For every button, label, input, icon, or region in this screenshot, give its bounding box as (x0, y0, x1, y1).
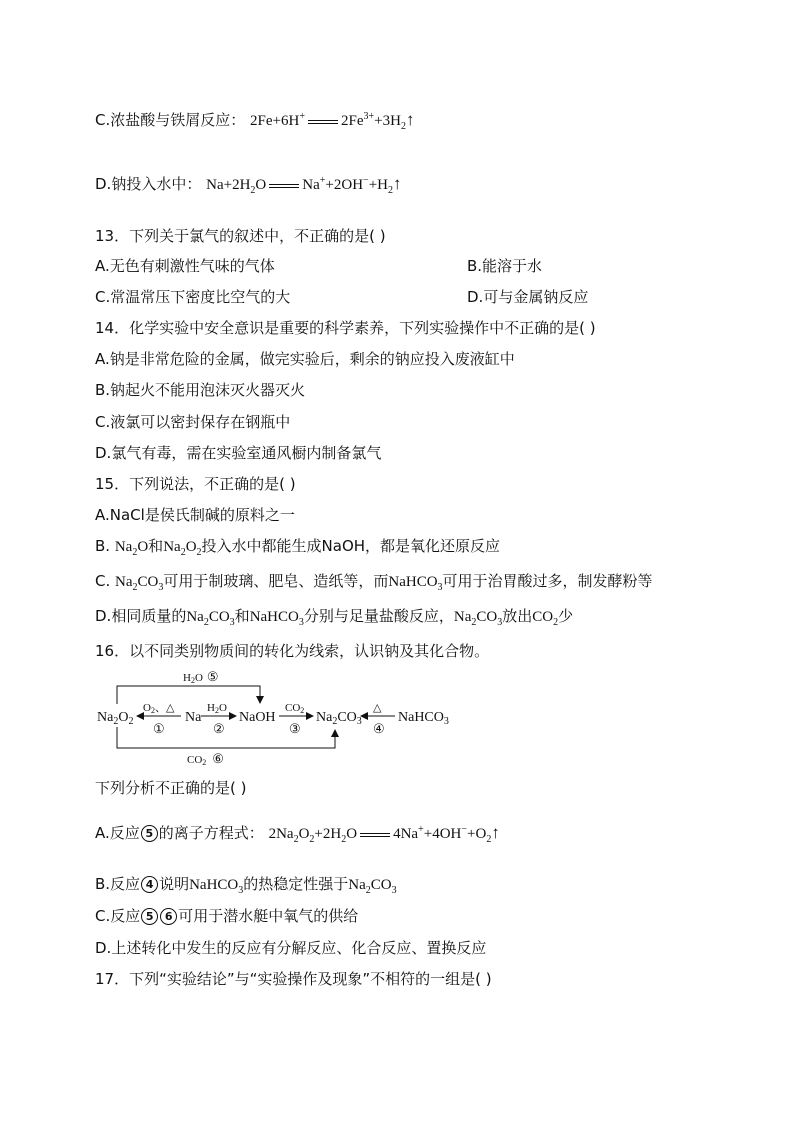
step-4: ④ (373, 721, 385, 736)
equals-sign (308, 120, 338, 124)
equals-sign (269, 184, 299, 188)
arrow-6 (117, 727, 335, 748)
q15-option-b: B. $Na_2O$和$Na_2O_2$投入水中都能生成NaOH，都是氧化还原反应 (95, 537, 501, 558)
q13-option-b: B.能溶于水 (467, 257, 543, 275)
q12-option-c (95, 110, 414, 131)
q13-options-row2 (95, 287, 589, 307)
option-label: D.钠投入水中： (95, 175, 202, 193)
q13-options-row1 (95, 256, 543, 276)
compound-na2co3: $Na_2CO_3$ (316, 710, 362, 727)
q13-option-a: A.无色有刺激性气味的气体 (95, 257, 275, 275)
label-h2o-5: H2O ⑤ (183, 669, 219, 685)
q16-ask: 下列分析不正确的是( ) (95, 779, 247, 797)
conversion-diagram (95, 668, 475, 770)
q13-option-c: C.常温常压下密度比空气的大 (95, 288, 291, 306)
label-h2o: H2O (207, 702, 227, 715)
compound-naoh: NaOH (239, 710, 276, 725)
step-1: ① (153, 721, 165, 736)
q15-option-c: C. $Na_2CO_3$可用于制玻璃、肥皂、造纸等，而NaHCO$_3$可用于治胃酸过多，制发酵粉等 (95, 572, 653, 593)
equation-d: $Na+2H_2O$ $Na^++2OH^-+H_2↑$ (206, 174, 402, 196)
q16-stem: 16．以不同类别物质间的转化为线索，认识钠及其化合物。 (95, 642, 490, 660)
q14-stem: 14．化学实验中安全意识是重要的科学素养，下列实验操作中不正确的是( ) (95, 319, 596, 337)
q13-option-d: D.可与金属钠反应 (467, 288, 589, 306)
label-o2-delta: O2、△ (143, 702, 175, 715)
q14-option-c: C.液氯可以密封保存在钢瓶中 (95, 413, 291, 431)
gas-arrow-icon: ↑ (393, 174, 402, 193)
circled-4: 4 (141, 876, 158, 893)
q14-option-b: B.钠起火不能用泡沫灭火器灭火 (95, 381, 306, 399)
gas-arrow-icon: ↑ (405, 110, 415, 129)
compound-nahco3: NaHCO$_3$ (398, 710, 449, 727)
conversion-diagram-svg (95, 668, 475, 770)
equals-sign (360, 833, 390, 837)
q16-option-b: B.反应 4 说明NaHCO$_3$的热稳定性强于$Na_2CO_3$ (95, 875, 397, 896)
q13-stem: 13．下列关于氯气的叙述中，不正确的是( ) (95, 227, 386, 245)
circled-5: 5 (141, 908, 158, 925)
circled-5: 5 (141, 825, 158, 842)
q17-stem: 17．下列“实验结论”与“实验操作及现象”不相符的一组是( ) (95, 970, 492, 988)
circled-6: 6 (160, 908, 177, 925)
q15-option-a: A.NaCl是侯氏制碱的原料之一 (95, 506, 295, 524)
q16-option-d: D.上述转化中发生的反应有分解反应、化合反应、置换反应 (95, 939, 487, 957)
gas-arrow-icon: ↑ (491, 823, 500, 842)
q15-stem: 15．下列说法，不正确的是( ) (95, 475, 296, 493)
label-co2: CO2 (285, 702, 305, 715)
q15-option-d: D.相同质量的$Na_2CO_3$和NaHCO$_3$分别与足量盐酸反应，$Na_2CO_3$放出$CO_2$少 (95, 607, 574, 628)
q14-option-a: A.钠是非常危险的金属，做完实验后，剩余的钠应投入废液缸中 (95, 350, 515, 368)
compound-na2o2: $Na_2O_2$ (97, 710, 134, 727)
label-co2-6: CO2 ⑥ (187, 751, 224, 767)
equation-c: 2Fe+6H+ $2Fe^{3+}+3H_2↑$ (250, 110, 415, 132)
q16-option-a: A.反应 5 的离子方程式： $2Na_2O_2+2H_2O$ $4Na^++4OH^-+O_2↑$ (95, 823, 500, 845)
label-delta: △ (373, 702, 382, 714)
step-2: ② (213, 721, 225, 736)
q16-option-c: C.反应 5 6 可用于潜水艇中氧气的供给 (95, 907, 359, 925)
option-label: C.浓盐酸与铁屑反应： (95, 111, 246, 129)
q14-option-d: D.氯气有毒，需在实验室通风橱内制备氯气 (95, 444, 382, 462)
arrow-5 (117, 686, 260, 704)
compound-na: Na (185, 710, 202, 725)
q12-option-d (95, 174, 402, 195)
step-3: ③ (289, 721, 301, 736)
